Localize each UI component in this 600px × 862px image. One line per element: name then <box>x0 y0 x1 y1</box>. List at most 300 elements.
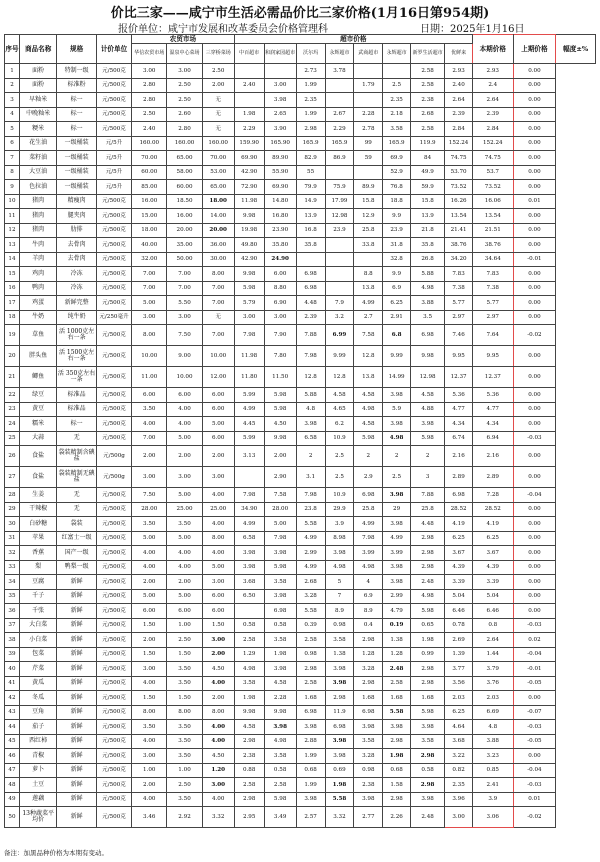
row-spec: 去骨肉 <box>57 238 97 253</box>
row-price: 1.28 <box>354 647 383 662</box>
row-price: 2.98 <box>354 676 383 691</box>
row-price: 7.88 <box>411 488 445 503</box>
row-change: 0.00 <box>513 267 556 282</box>
row-unit: 元/5升 <box>96 151 131 166</box>
row-price: 5.98 <box>354 431 383 446</box>
table-row <box>5 402 596 417</box>
row-name: 鸭肉 <box>19 281 56 296</box>
row-price: 3.00 <box>132 64 167 79</box>
row-change: -0.04 <box>513 488 556 503</box>
row-price: 0.68 <box>296 763 325 778</box>
row-price: 6.98 <box>296 281 325 296</box>
row-price: 11.50 <box>264 367 296 388</box>
row-seq: 44 <box>5 720 20 735</box>
row-change: 0.00 <box>513 296 556 311</box>
row-name: 西红柿 <box>19 734 56 749</box>
row-spec: 新鲜 <box>57 618 97 633</box>
row-change: 0.00 <box>513 589 556 604</box>
row-name: 大蒜 <box>19 431 56 446</box>
row-price: 9.99 <box>383 346 411 367</box>
row-price: 3.50 <box>167 676 202 691</box>
row-price: 2 <box>296 446 325 467</box>
row-spec: 标准粉 <box>57 78 97 93</box>
row-seq: 24 <box>5 417 20 432</box>
row-price: 0.58 <box>264 618 296 633</box>
row-price: 2.80 <box>132 78 167 93</box>
row-price: 4.00 <box>167 417 202 432</box>
row-price: 0.19 <box>383 618 411 633</box>
row-price: 4.58 <box>325 388 354 403</box>
row-price: 2.98 <box>411 676 445 691</box>
row-price: 9.98 <box>411 346 445 367</box>
row-price: 32.00 <box>132 252 167 267</box>
row-unit: 元/500克 <box>96 388 131 403</box>
row-price: 69.90 <box>264 180 296 195</box>
row-price: 34.90 <box>234 502 264 517</box>
row-current-price: 3.22 <box>445 749 473 764</box>
row-price: 2.98 <box>296 122 325 137</box>
header-farm-group: 农贸市场 <box>132 35 235 44</box>
header-super-store: 优鲜来 <box>445 44 473 64</box>
table-row <box>5 64 596 79</box>
row-price: 2.7 <box>354 310 383 325</box>
row-unit: 元/500克 <box>96 589 131 604</box>
row-previous-price: 5.36 <box>472 388 513 403</box>
row-price: 2 <box>411 446 445 467</box>
row-price: 59 <box>354 151 383 166</box>
row-change: 0.02 <box>513 633 556 648</box>
row-price: 9.9 <box>383 209 411 224</box>
row-price: 20.00 <box>167 223 202 238</box>
header-super-store: 永辉超市 <box>383 44 411 64</box>
row-price: 3.98 <box>325 749 354 764</box>
row-price: 3.00 <box>132 662 167 677</box>
row-price: 32.8 <box>383 252 411 267</box>
row-name: 鸡肉 <box>19 267 56 282</box>
table-row <box>5 705 596 720</box>
row-price: 1.58 <box>383 778 411 793</box>
row-name: 猪肉 <box>19 209 56 224</box>
row-price: 6.00 <box>132 388 167 403</box>
row-previous-price: 7.28 <box>472 488 513 503</box>
row-price: 2.50 <box>202 64 234 79</box>
row-price: 4.00 <box>202 792 234 807</box>
row-price: 3.28 <box>354 662 383 677</box>
row-current-price: 2.35 <box>445 778 473 793</box>
row-unit: 元/500克 <box>96 194 131 209</box>
row-unit: 元/500克 <box>96 734 131 749</box>
row-price: 8.8 <box>354 267 383 282</box>
row-price: 1.38 <box>325 647 354 662</box>
row-current-price: 3.39 <box>445 575 473 590</box>
row-seq: 20 <box>5 346 20 367</box>
row-price: 2.98 <box>354 633 383 648</box>
row-price: 10.00 <box>202 346 234 367</box>
row-name: 牛奶 <box>19 310 56 325</box>
row-price: 4.98 <box>411 589 445 604</box>
row-price: 3.98 <box>264 720 296 735</box>
row-price: 8.80 <box>264 281 296 296</box>
row-name: 苹果 <box>19 531 56 546</box>
row-price: 6.00 <box>132 604 167 619</box>
row-price: 4.00 <box>202 734 234 749</box>
row-price: 2.98 <box>296 662 325 677</box>
row-price: 1.50 <box>132 691 167 706</box>
row-price: 4.98 <box>264 734 296 749</box>
header-current: 本期价格 <box>472 35 513 64</box>
row-price: 2.58 <box>383 676 411 691</box>
row-name: 草鱼 <box>19 325 56 346</box>
row-seq: 32 <box>5 546 20 561</box>
row-price: 无 <box>202 310 234 325</box>
row-price: 3.32 <box>202 807 234 828</box>
row-price: 4 <box>354 575 383 590</box>
row-price: 29 <box>383 502 411 517</box>
table-row <box>5 778 596 793</box>
row-price: 7.50 <box>167 325 202 346</box>
row-price: 2.58 <box>411 122 445 137</box>
table-row <box>5 446 596 467</box>
row-price: 8.98 <box>325 531 354 546</box>
row-price <box>234 604 264 619</box>
row-price: 23.9 <box>383 223 411 238</box>
date-label: 日期： <box>420 24 450 35</box>
row-price: 1.50 <box>167 691 202 706</box>
row-price: 3.58 <box>264 749 296 764</box>
row-price: 0.58 <box>234 618 264 633</box>
row-current-price: 6.98 <box>445 488 473 503</box>
row-current-price: 3.67 <box>445 546 473 561</box>
row-previous-price: 0.85 <box>472 763 513 778</box>
row-price: 0.98 <box>354 763 383 778</box>
row-spec: 袋装精制无碘盐 <box>57 467 97 488</box>
row-seq: 2 <box>5 78 20 93</box>
row-unit: 元/500克 <box>96 662 131 677</box>
row-price: 3.98 <box>383 417 411 432</box>
row-price: 8.9 <box>325 604 354 619</box>
row-price: 1.98 <box>234 107 264 122</box>
row-spec: 新鲜 <box>57 720 97 735</box>
table-row <box>5 633 596 648</box>
row-change: 0.00 <box>513 281 556 296</box>
row-price: 3.78 <box>325 64 354 79</box>
row-price: 28.00 <box>264 502 296 517</box>
row-price <box>325 93 354 108</box>
row-price: 0.88 <box>234 763 264 778</box>
row-price: 3.00 <box>202 633 234 648</box>
row-spec: 新鲜 <box>57 589 97 604</box>
row-price: 2.65 <box>264 107 296 122</box>
row-unit: 元/500克 <box>96 560 131 575</box>
row-seq: 46 <box>5 749 20 764</box>
row-price: 2.58 <box>264 778 296 793</box>
row-price: 3.98 <box>383 720 411 735</box>
row-price <box>354 165 383 180</box>
row-price: 5.98 <box>264 402 296 417</box>
row-price: 3.98 <box>234 546 264 561</box>
row-seq: 50 <box>5 807 20 828</box>
row-price: 21.8 <box>411 223 445 238</box>
row-price: 3.98 <box>383 388 411 403</box>
row-change: 0.00 <box>513 367 556 388</box>
row-spec: 去骨肉 <box>57 252 97 267</box>
row-price: 4.98 <box>411 281 445 296</box>
header-row-groups <box>5 35 596 44</box>
row-unit: 元/500克 <box>96 749 131 764</box>
row-price: 3.5 <box>411 310 445 325</box>
row-price: 85.00 <box>132 180 167 195</box>
row-change: 0.01 <box>513 792 556 807</box>
row-previous-price: 5.77 <box>472 296 513 311</box>
row-unit: 元/500克 <box>96 346 131 367</box>
row-seq: 45 <box>5 734 20 749</box>
header-super-store: 武商超市 <box>354 44 383 64</box>
row-price: 6.9 <box>354 589 383 604</box>
row-price: 3.98 <box>383 517 411 532</box>
row-price: 5.00 <box>132 296 167 311</box>
row-change: -0.03 <box>513 618 556 633</box>
row-price: 6.98 <box>354 488 383 503</box>
row-current-price: 152.24 <box>445 136 473 151</box>
row-change: 0.00 <box>513 575 556 590</box>
row-current-price: 5.77 <box>445 296 473 311</box>
row-seq: 19 <box>5 325 20 346</box>
row-price: 3.98 <box>354 792 383 807</box>
row-price: 14.9 <box>296 194 325 209</box>
row-seq: 49 <box>5 792 20 807</box>
row-price: 9.99 <box>325 346 354 367</box>
row-previous-price: 5.04 <box>472 589 513 604</box>
row-previous-price: 4.19 <box>472 517 513 532</box>
table-row <box>5 194 596 209</box>
row-seq: 47 <box>5 763 20 778</box>
row-price: 16.8 <box>296 223 325 238</box>
row-current-price: 4.39 <box>445 560 473 575</box>
table-row <box>5 589 596 604</box>
row-seq: 35 <box>5 589 20 604</box>
row-current-price: 2.16 <box>445 446 473 467</box>
table-row <box>5 136 596 151</box>
row-price: 5.98 <box>411 431 445 446</box>
row-spec: 冷冻 <box>57 267 97 282</box>
row-price: 2.80 <box>167 122 202 137</box>
row-change: 0.00 <box>513 346 556 367</box>
row-price: 4.00 <box>167 546 202 561</box>
row-seq: 7 <box>5 151 20 166</box>
row-name: 早籼米 <box>19 93 56 108</box>
row-seq: 39 <box>5 647 20 662</box>
row-price: 12.00 <box>202 367 234 388</box>
row-price: 6.98 <box>296 267 325 282</box>
row-price: 5.58 <box>383 705 411 720</box>
row-price: 1.29 <box>234 647 264 662</box>
row-name: 茄子 <box>19 720 56 735</box>
row-name: 包菜 <box>19 647 56 662</box>
row-previous-price: 74.75 <box>472 151 513 166</box>
reporter-value: 咸宁市发展和改革委员会价格管理科 <box>168 24 328 35</box>
row-price: 35.00 <box>167 238 202 253</box>
row-seq: 40 <box>5 662 20 677</box>
row-price: 3.88 <box>411 296 445 311</box>
row-price: 4.99 <box>354 517 383 532</box>
row-price: 7.98 <box>296 488 325 503</box>
row-name: 生姜 <box>19 488 56 503</box>
row-price: 5.79 <box>234 296 264 311</box>
row-previous-price: 0.8 <box>472 618 513 633</box>
row-price: 18.00 <box>132 223 167 238</box>
table-row <box>5 618 596 633</box>
row-price: 1.68 <box>354 691 383 706</box>
row-name: 糯米 <box>19 417 56 432</box>
row-unit: 元/500克 <box>96 238 131 253</box>
table-row <box>5 346 596 367</box>
row-price: 2.00 <box>132 633 167 648</box>
row-current-price: 3.68 <box>445 734 473 749</box>
row-current-price: 9.95 <box>445 346 473 367</box>
row-price: 9.98 <box>264 431 296 446</box>
row-spec: 标准品 <box>57 402 97 417</box>
row-name: 土豆 <box>19 778 56 793</box>
row-price: 4.58 <box>354 388 383 403</box>
row-seq: 41 <box>5 676 20 691</box>
row-price: 6.58 <box>296 431 325 446</box>
row-current-price: 2.39 <box>445 107 473 122</box>
row-current-price: 2.69 <box>445 633 473 648</box>
row-price: 3.00 <box>202 575 234 590</box>
row-price: 4.58 <box>411 388 445 403</box>
row-change: 0.00 <box>513 749 556 764</box>
row-unit: 元/500克 <box>96 546 131 561</box>
date-line <box>420 20 525 35</box>
row-previous-price: 7.83 <box>472 267 513 282</box>
row-spec: 标一 <box>57 107 97 122</box>
row-price: 2.00 <box>167 575 202 590</box>
price-table <box>4 34 596 828</box>
row-name: 梨 <box>19 560 56 575</box>
row-current-price: 2.89 <box>445 467 473 488</box>
row-spec: 新鲜 <box>57 763 97 778</box>
row-price: 13.8 <box>354 281 383 296</box>
row-current-price: 1.39 <box>445 647 473 662</box>
row-price: 70.00 <box>132 151 167 166</box>
row-price: 29.9 <box>325 502 354 517</box>
row-price: 9.98 <box>234 705 264 720</box>
row-price: 7.88 <box>296 325 325 346</box>
row-previous-price: 2.16 <box>472 446 513 467</box>
row-name: 冬瓜 <box>19 691 56 706</box>
row-price: 2.00 <box>202 446 234 467</box>
row-current-price: 7.83 <box>445 267 473 282</box>
row-price: 2.98 <box>411 662 445 677</box>
table-row <box>5 417 596 432</box>
row-price: 40.00 <box>132 238 167 253</box>
row-price: 33.8 <box>354 238 383 253</box>
row-price: 12.9 <box>354 209 383 224</box>
table-row <box>5 488 596 503</box>
table-row <box>5 310 596 325</box>
row-price: 1.98 <box>325 778 354 793</box>
row-spec: 新鲜 <box>57 691 97 706</box>
row-seq: 33 <box>5 560 20 575</box>
row-spec: 一级桶装 <box>57 180 97 195</box>
header-super-store: 中百超市 <box>234 44 264 64</box>
row-unit: 元/500克 <box>96 417 131 432</box>
row-price: 160.00 <box>132 136 167 151</box>
row-price: 23.8 <box>296 502 325 517</box>
row-spec: 无 <box>57 431 97 446</box>
row-price: 3.98 <box>264 662 296 677</box>
row-current-price: 6.46 <box>445 604 473 619</box>
row-price: 2.58 <box>234 633 264 648</box>
row-price: 14.99 <box>383 367 411 388</box>
row-price: 5.98 <box>411 604 445 619</box>
row-price: 4.99 <box>296 560 325 575</box>
row-price: 2.58 <box>411 64 445 79</box>
row-price: 3.50 <box>167 792 202 807</box>
row-price: 3.68 <box>234 575 264 590</box>
row-price: 0.69 <box>325 763 354 778</box>
row-current-price: 6.25 <box>445 531 473 546</box>
row-seq: 10 <box>5 194 20 209</box>
row-price: 16.00 <box>167 209 202 224</box>
table-row <box>5 531 596 546</box>
row-change: -0.07 <box>513 705 556 720</box>
row-change: 0.00 <box>513 502 556 517</box>
row-price: 2.26 <box>383 807 411 828</box>
row-price: 7.9 <box>325 296 354 311</box>
table-row <box>5 749 596 764</box>
row-price: 2.50 <box>167 778 202 793</box>
table-row <box>5 662 596 677</box>
table-row <box>5 720 596 735</box>
row-change: 0.00 <box>513 136 556 151</box>
row-price: 2.40 <box>132 122 167 137</box>
row-price: 3.2 <box>325 310 354 325</box>
row-current-price: 2.64 <box>445 93 473 108</box>
row-price: 2.57 <box>296 807 325 828</box>
row-price: 2.48 <box>383 662 411 677</box>
row-name: 大豆油 <box>19 165 56 180</box>
row-seq: 37 <box>5 618 20 633</box>
row-price: 65.00 <box>167 151 202 166</box>
row-price: 24.90 <box>264 252 296 267</box>
row-price: 4.00 <box>202 488 234 503</box>
row-price: 35.8 <box>411 238 445 253</box>
row-price: 4.98 <box>354 402 383 417</box>
row-price: 9.98 <box>234 267 264 282</box>
row-name: 干辣椒 <box>19 502 56 517</box>
row-name: 千子 <box>19 589 56 604</box>
row-price: 3.00 <box>264 310 296 325</box>
row-price: 14.80 <box>264 194 296 209</box>
row-price: 5.00 <box>132 531 167 546</box>
row-unit: 元/500克 <box>96 78 131 93</box>
row-price: 7.00 <box>202 296 234 311</box>
row-price: 5.88 <box>411 267 445 282</box>
row-price: 5.00 <box>132 589 167 604</box>
row-change: -0.01 <box>513 662 556 677</box>
row-price: 4.00 <box>132 734 167 749</box>
table-row <box>5 604 596 619</box>
row-name: 猪肉 <box>19 194 56 209</box>
row-price <box>325 281 354 296</box>
row-price: 11.80 <box>234 367 264 388</box>
table-row <box>5 807 596 828</box>
row-seq: 14 <box>5 252 20 267</box>
table-row <box>5 734 596 749</box>
row-price: 4.00 <box>132 676 167 691</box>
row-price: 3.58 <box>234 676 264 691</box>
